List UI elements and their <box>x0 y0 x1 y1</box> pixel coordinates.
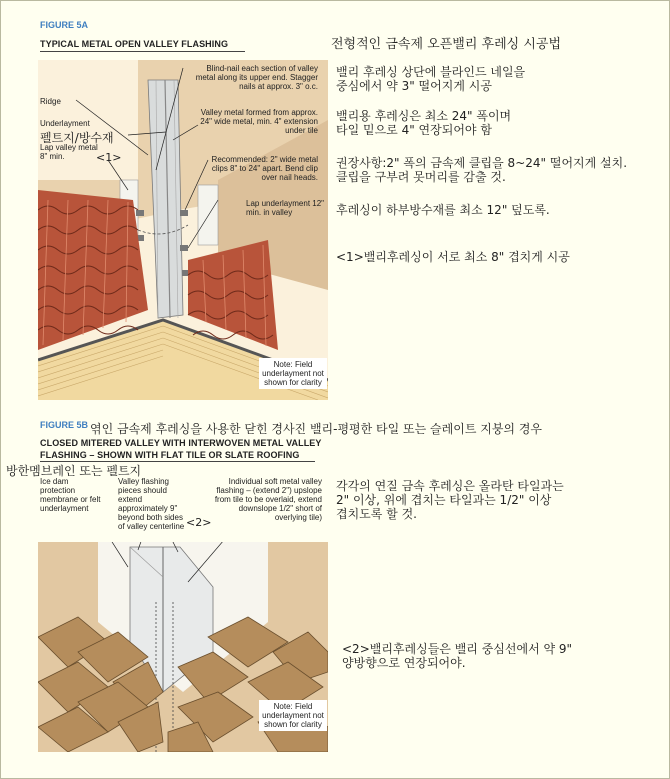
callout-lap-marker: <1> <box>96 151 122 164</box>
callout-valley-metal: Valley metal formed from approx. 24" wide metal, min. 4" extension under tile <box>200 108 318 135</box>
callout-lap-valley: Lap valley metal 8" min. <box>40 143 98 161</box>
callout-individual-flashing: Individual soft metal valley flashing – (extend 2") upslope from tile to be overlaid, extend downslope 1/2" short of overlying tile) <box>214 477 322 522</box>
figure-5a-title-rule <box>40 51 245 52</box>
figure-5a-label: FIGURE 5A <box>40 20 89 30</box>
figure-5b-title-line1: CLOSED MITERED VALLEY WITH INTERWOVEN METAL VALLEY <box>40 438 322 448</box>
callout-underlayment-korean: 펠트지/방수재 <box>40 131 114 145</box>
figure-5b-title-line2: FLASHING – SHOWN WITH FLAT TILE OR SLATE ROOFING <box>40 450 300 460</box>
korean-note-valley-metal: 밸리용 후레싱은 최소 24" 폭이며 타일 밑으로 4" 연장되어야 함 <box>336 109 512 137</box>
korean-note-underlayment-lap: 후레싱이 하부방수재를 최소 12" 덮도록. <box>336 203 550 217</box>
figure-5a-title: TYPICAL METAL OPEN VALLEY FLASHING <box>40 39 229 49</box>
callout-recommended-clips: Recommended: 2" wide metal clips 8" to 24" apart. Bend clip over nail heads. <box>211 155 318 182</box>
korean-note-blind-nail: 밸리 후레싱 상단에 블라인드 네일을 중심에서 약 3" 떨어지게 시공 <box>336 65 526 93</box>
callout-marker-2: <2> <box>186 516 212 529</box>
callout-blind-nail: Blind-nail each section of valley metal along its upper end. Stagger nails at approx. 3" o.c. <box>195 64 318 91</box>
korean-membrane-label: 방한멤브레인 또는 펠트지 <box>6 464 142 478</box>
figure-5a-note: Note: Field underlayment not shown for clarity <box>259 358 327 389</box>
korean-note-valley-lap: <1>밸리후레싱이 서로 최소 8" 겹치게 시공 <box>336 250 570 264</box>
callout-underlayment: Underlayment <box>40 119 90 128</box>
figure-5b-note: Note: Field underlayment not shown for clarity <box>259 700 327 731</box>
callout-valley-pieces: Valley flashing pieces should extend approximately 9" beyond both sides of valley centerline <box>118 477 185 531</box>
callout-lap-underlayment: Lap underlayment 12" min. in valley <box>246 199 325 217</box>
korean-note-clips: 권장사항:2" 폭의 금속제 클립을 8~24" 떨어지게 설치. 클립을 구부려 못머리를 감출 것. <box>336 156 628 184</box>
callout-ridge: Ridge <box>40 97 61 106</box>
callout-ice-dam: Ice dam protection membrane or felt underlayment <box>40 477 101 513</box>
figure-5b-korean-title: 엮인 금속제 후레싱을 사용한 닫힌 경사진 밸리-평평한 타일 또는 슬레이트 지붕의 경우 <box>90 422 543 436</box>
figure-5a-korean-title: 전형적인 금속제 오픈밸리 후레싱 시공법 <box>331 37 562 52</box>
korean-note-valley-extension: <2>밸리후레싱들은 밸리 중심선에서 약 9" 양방향으로 연장되어야. <box>342 642 573 670</box>
korean-note-individual-flashing: 각각의 연질 금속 후레싱은 올라탄 타일과는 2" 이상, 위에 겹치는 타일과는 1/2" 이상 겹치도록 할 것. <box>336 479 564 521</box>
figure-5b-label: FIGURE 5B <box>40 420 89 430</box>
